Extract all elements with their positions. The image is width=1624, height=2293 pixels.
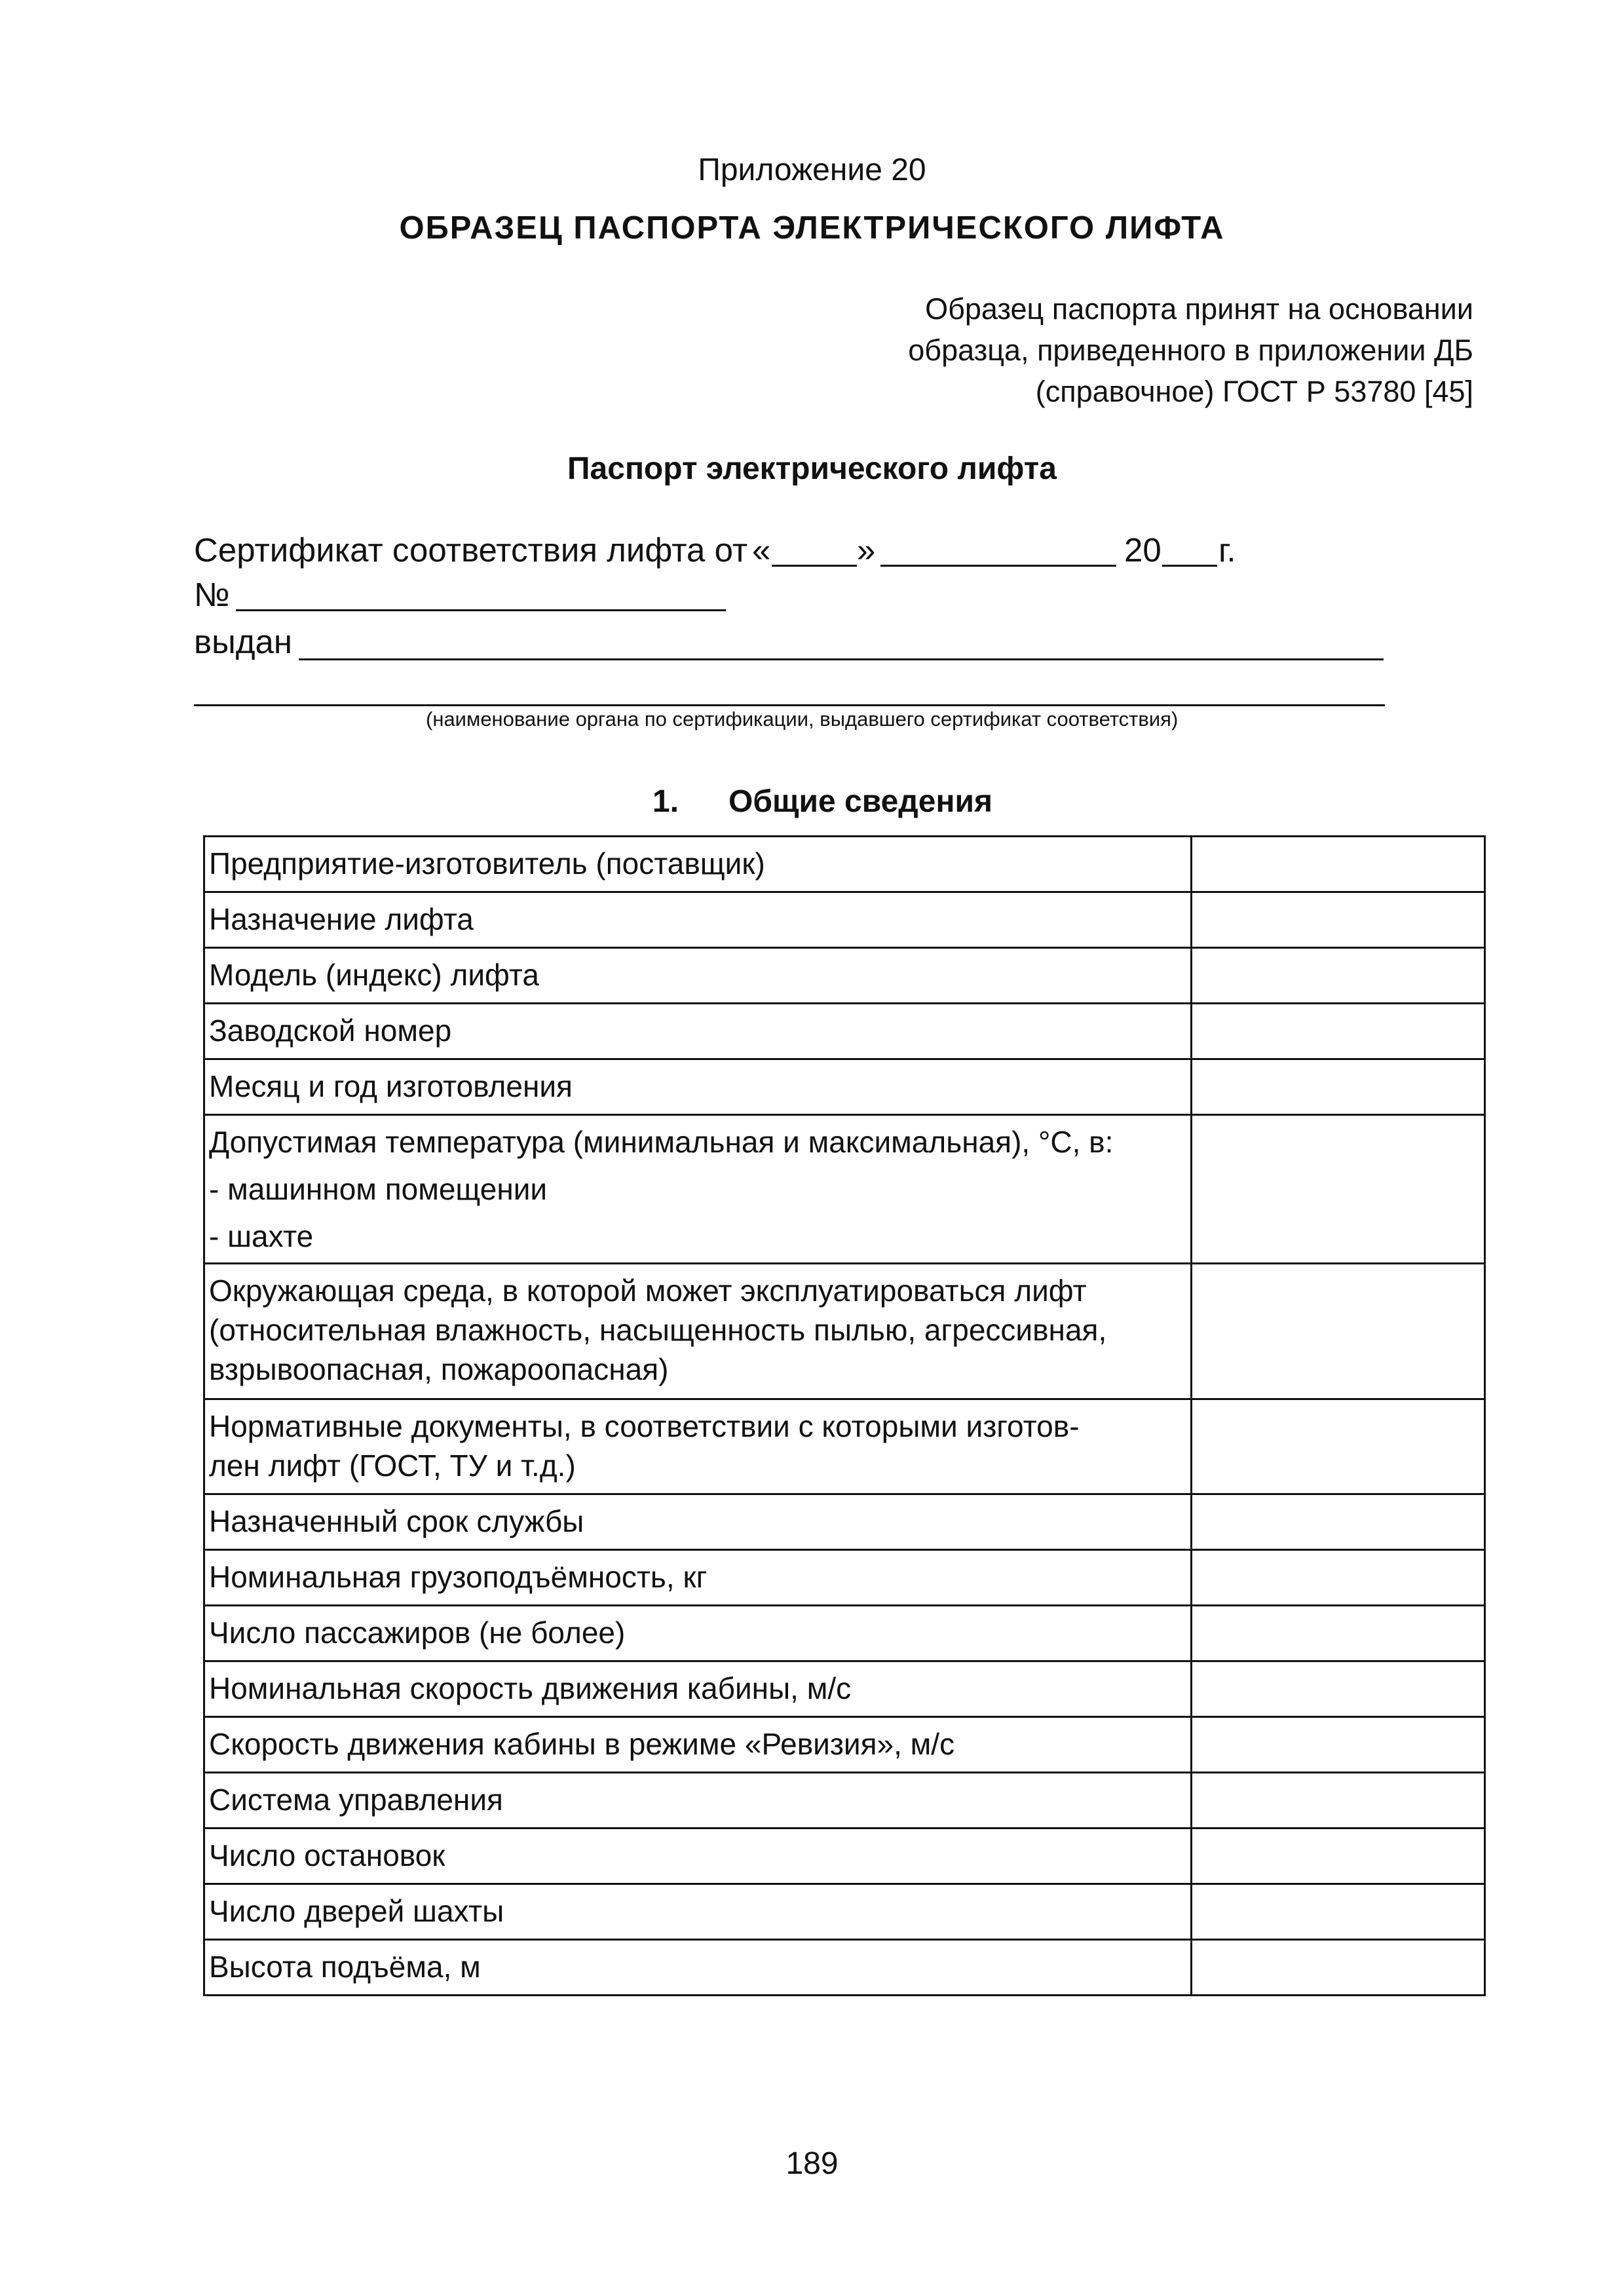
table-row — [204, 1004, 1485, 1059]
row-label: Номинальная грузоподъёмность, кг — [204, 1550, 1192, 1606]
row-label: Число остановок — [204, 1829, 1192, 1884]
row-value-cell[interactable] — [1192, 1717, 1485, 1773]
row-label: Скорость движения кабины в режиме «Ревизия», м/с — [204, 1717, 1192, 1773]
table-row — [204, 1717, 1485, 1773]
section-number: 1. — [652, 784, 679, 819]
table-row — [204, 892, 1485, 948]
source-note-line: (справочное) ГОСТ Р 53780 [45] — [1035, 375, 1473, 408]
row-value-cell[interactable] — [1192, 948, 1485, 1004]
certificate-year-line[interactable] — [1162, 565, 1217, 567]
row-label: Месяц и год изготовления — [204, 1059, 1192, 1115]
table-row — [204, 1606, 1485, 1661]
row-label: Назначенный срок службы — [204, 1494, 1192, 1550]
general-info-table — [203, 835, 1486, 1996]
issued-label: выдан — [194, 623, 293, 660]
row-value-cell[interactable] — [1192, 1829, 1485, 1884]
quote-close: » — [857, 531, 876, 569]
row-value-cell[interactable] — [1192, 1773, 1485, 1829]
source-note-line: образца, приведенного в приложении ДБ — [908, 333, 1473, 367]
row-value-cell[interactable] — [1192, 1004, 1485, 1059]
row-label: Нормативные документы, в соответствии с которыми изготов- лен лифт (ГОСТ, ТУ и т.д.) — [204, 1399, 1192, 1494]
table-row — [204, 1884, 1485, 1940]
table-row — [204, 1264, 1485, 1399]
page-title: ОБРАЗЕЦ ПАСПОРТА ЭЛЕКТРИЧЕСКОГО ЛИФТА — [399, 210, 1225, 246]
issuer-caption: (наименование органа по сертификации, выдавшего сертификат соответствия) — [426, 708, 1179, 730]
row-value-cell[interactable] — [1192, 1059, 1485, 1115]
year-suffix: г. — [1218, 531, 1236, 569]
issued-by-line-2[interactable] — [194, 704, 1385, 706]
row-value-cell[interactable] — [1192, 1884, 1485, 1940]
table-row — [204, 1115, 1485, 1264]
source-note-line: Образец паспорта принят на основании — [925, 292, 1473, 326]
row-label: Модель (индекс) лифта — [204, 948, 1192, 1004]
row-value-cell[interactable] — [1192, 892, 1485, 948]
row-label: Число пассажиров (не более) — [204, 1606, 1192, 1661]
row-value-cell[interactable] — [1192, 1264, 1485, 1399]
table-row — [204, 1773, 1485, 1829]
row-value-cell[interactable] — [1192, 1494, 1485, 1550]
section-title: Общие сведения — [728, 784, 992, 819]
quote-open: « — [752, 531, 771, 569]
table-row — [204, 1494, 1485, 1550]
row-value-cell[interactable] — [1192, 1606, 1485, 1661]
table-row — [204, 1399, 1485, 1494]
table-row — [204, 1829, 1485, 1884]
row-value-cell[interactable] — [1192, 1399, 1485, 1494]
certificate-month-line[interactable] — [880, 565, 1116, 567]
page-number: 189 — [785, 2146, 839, 2181]
table-row — [204, 948, 1485, 1004]
appendix-label: Приложение 20 — [698, 153, 926, 187]
row-label: Число дверей шахты — [204, 1884, 1192, 1940]
row-label: Допустимая температура (минимальная и максимальная), °С, в: - машинном помещении - шахте — [204, 1115, 1192, 1264]
table-row — [204, 1940, 1485, 1996]
row-value-cell[interactable] — [1192, 1115, 1485, 1264]
row-label: Окружающая среда, в которой может эксплуатироваться лифт (относительная влажность, насыщенность пылью, агрессивная, взрывоопасная, пожароопасная) — [204, 1264, 1192, 1399]
certificate-day-line[interactable] — [772, 565, 857, 567]
passport-title: Паспорт электрического лифта — [567, 451, 1057, 486]
row-value-cell[interactable] — [1192, 1940, 1485, 1996]
row-value-cell[interactable] — [1192, 1661, 1485, 1717]
number-label: № — [194, 576, 230, 613]
year-prefix: 20 — [1124, 531, 1161, 569]
row-label: Высота подъёма, м — [204, 1940, 1192, 1996]
row-value-cell[interactable] — [1192, 837, 1485, 892]
table-row — [204, 837, 1485, 892]
table-row — [204, 1550, 1485, 1606]
certificate-label: Сертификат соответствия лифта от — [194, 531, 748, 569]
row-label: Заводской номер — [204, 1004, 1192, 1059]
source-note — [908, 288, 1473, 412]
row-label: Назначение лифта — [204, 892, 1192, 948]
row-label: Предприятие-изготовитель (поставщик) — [204, 837, 1192, 892]
table-row — [204, 1059, 1485, 1115]
row-label: Номинальная скорость движения кабины, м/с — [204, 1661, 1192, 1717]
certificate-number-line[interactable] — [236, 609, 726, 611]
row-value-cell[interactable] — [1192, 1550, 1485, 1606]
table-row — [204, 1661, 1485, 1717]
issued-by-line[interactable] — [299, 658, 1384, 660]
row-label: Система управления — [204, 1773, 1192, 1829]
